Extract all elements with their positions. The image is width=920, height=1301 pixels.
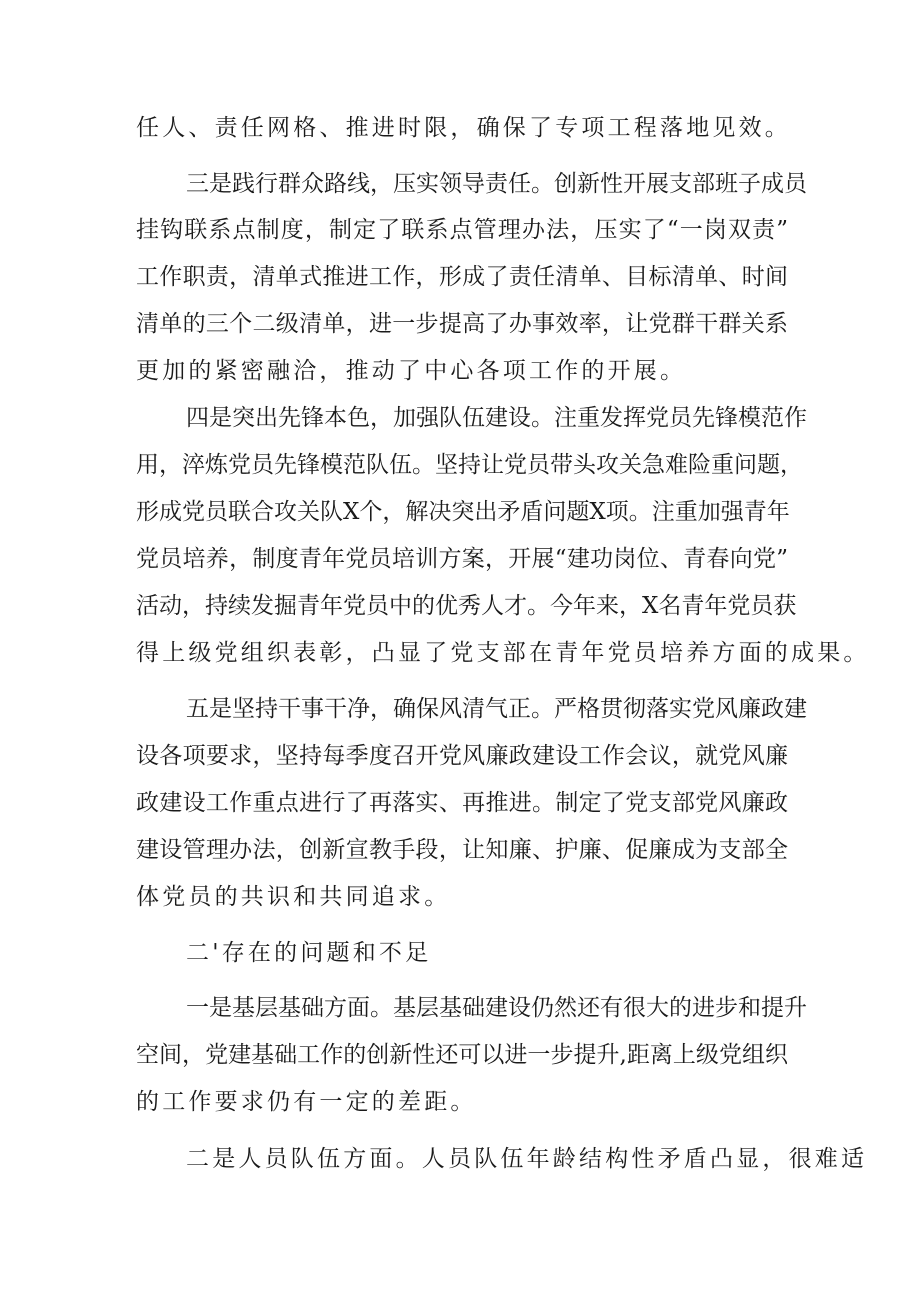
text-line: 四是突出先锋本色，加强队伍建设。注重发挥党员先锋模范作 <box>186 405 807 431</box>
text-line: 一是基层基础方面。基层基础建设仍然还有很大的进步和提升 <box>186 995 807 1021</box>
text-line: 体党员的共识和共同追求。 <box>136 884 451 910</box>
text-line: 任人、责任网格、推进时限，确保了专项工程落地见效。 <box>136 115 791 141</box>
text-line: 党员培养，制度青年党员培训方案，开展“建功岗位、青春向党” <box>136 546 788 572</box>
text-line: 工作职责，清单式推进工作，形成了责任清单、目标清单、时间 <box>136 264 788 290</box>
text-line: 建设管理办法，创新宣教手段，让知廉、护廉、促廉成为支部全 <box>136 837 788 863</box>
text-line: 的工作要求仍有一定的差距。 <box>136 1089 477 1115</box>
text-line: 空间，党建基础工作的创新性还可以进一步提升,距离上级党组织 <box>136 1042 788 1068</box>
text-line: 活动，持续发掘青年党员中的优秀人才。今年来，X名青年党员获 <box>136 593 797 619</box>
text-line: 得上级党组织表彰，凸显了党支部在青年党员培养方面的成果。 <box>136 640 870 666</box>
text-line: 五是坚持干事干净，确保风清气正。严格贯彻落实党风廉政建 <box>186 696 807 722</box>
text-line: 更加的紧密融洽，推动了中心各项工作的开展。 <box>136 358 687 384</box>
text-line: 政建设工作重点进行了再落实、再推进。制定了党支部党风廉政 <box>136 790 788 816</box>
text-line: 形成党员联合攻关队X个，解决突出矛盾问题X项。注重加强青年 <box>136 499 790 525</box>
text-line: 二是人员队伍方面。人员队伍年龄结构性矛盾凸显，很难适 <box>186 1146 868 1172</box>
section-heading: 二'存在的问题和不足 <box>186 940 432 966</box>
text-line: 设各项要求，坚持每季度召开党风廉政建设工作会议，就党风廉 <box>136 743 788 769</box>
text-line: 三是践行群众路线，压实领导责任。创新性开展支部班子成员 <box>186 171 807 197</box>
text-line: 挂钩联系点制度，制定了联系点管理办法，压实了“一岗双责” <box>136 217 788 243</box>
text-line: 用，淬炼党员先锋模范队伍。坚持让党员带头攻关急难险重问题， <box>136 452 803 478</box>
text-line: 清单的三个二级清单，进一步提高了办事效率，让党群干群关系 <box>136 311 788 337</box>
